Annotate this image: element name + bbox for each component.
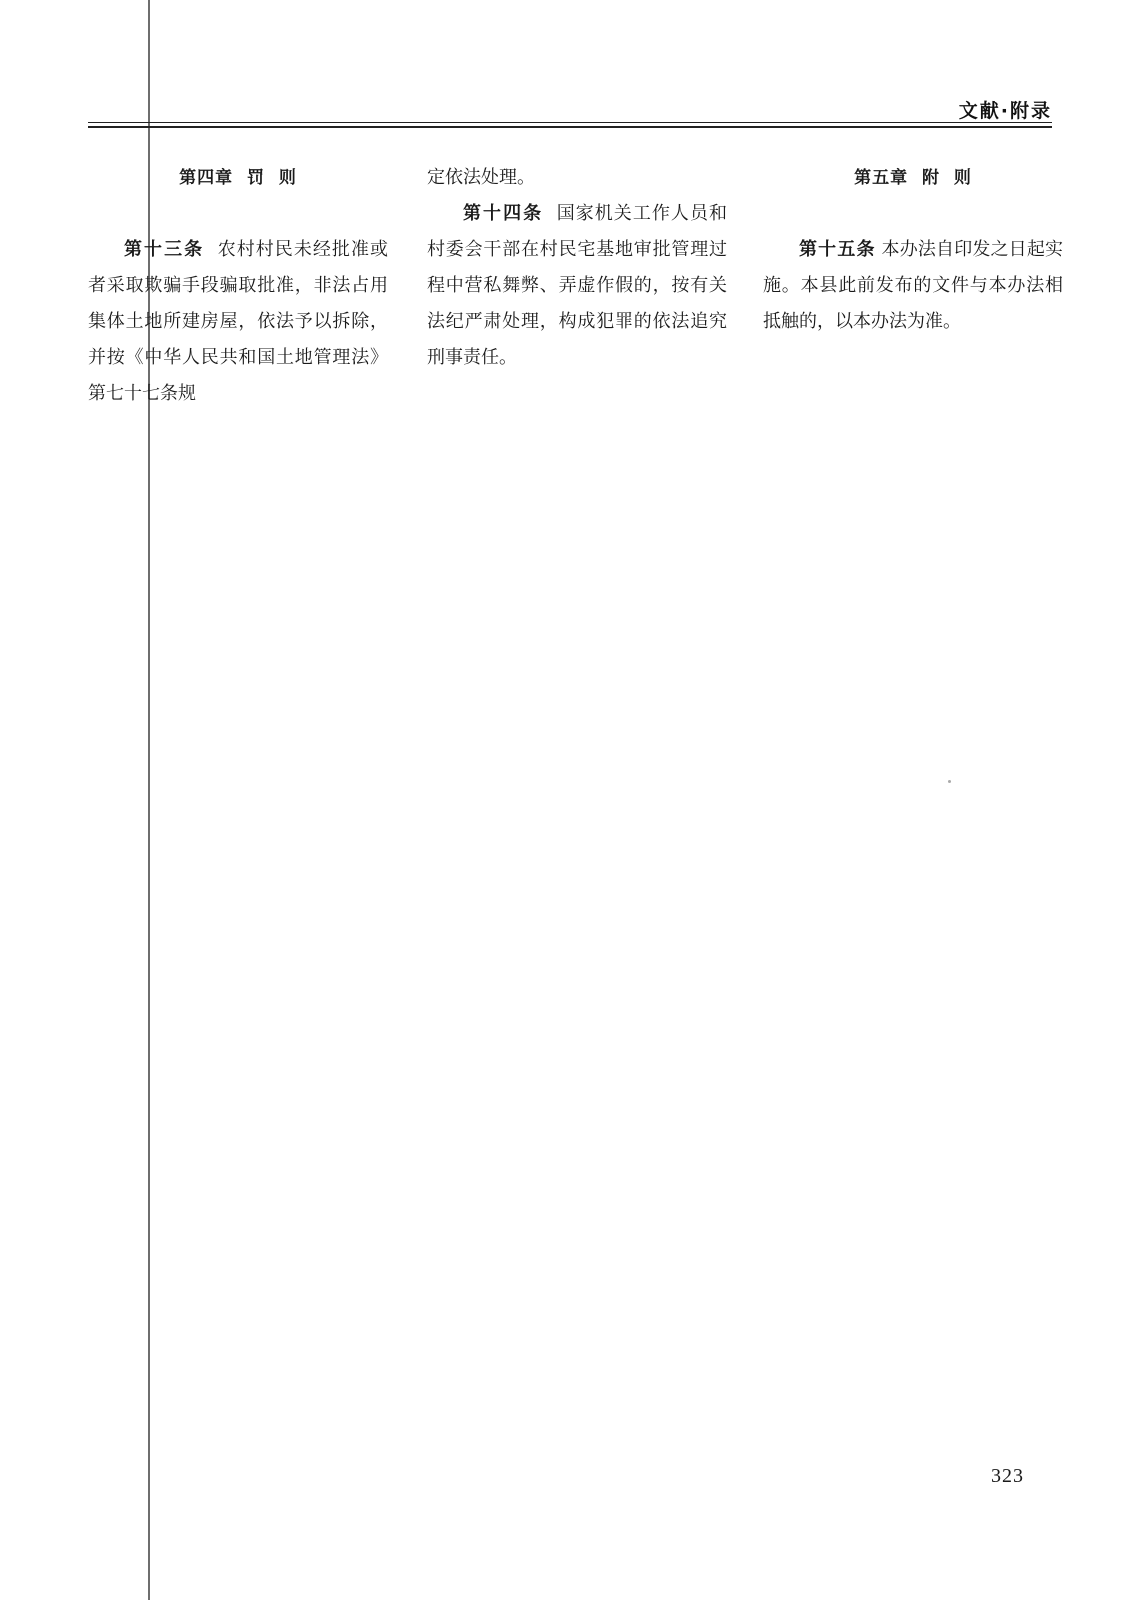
page-number: 323: [991, 1465, 1024, 1487]
article-13-text: 农村村民未经批准或者采取欺骗手段骗取批准，非法占用集体土地所建房屋，依法予以拆除，并按《中华人民共和国土地管理法》第七十七条规: [88, 239, 388, 404]
article-14: [427, 196, 727, 376]
column-1: [88, 160, 388, 412]
article-13-continuation: 定依法处理。: [427, 167, 535, 188]
scan-speck: [948, 780, 951, 783]
article-15: [763, 232, 1063, 340]
spacer: [763, 196, 1063, 232]
chapter-5-heading: 第五章 附 则: [854, 168, 972, 188]
running-head: 文献·附录: [958, 100, 1052, 122]
article-13-label: 第十三条: [124, 239, 205, 260]
chapter-4-heading: 第四章 罚 则: [179, 168, 297, 188]
article-15-text: 本办法自印发之日起实施。本县此前发布的文件与本办法相抵触的，以本办法为准。: [763, 239, 1064, 332]
spacer: [88, 196, 388, 232]
column-3: [763, 160, 1063, 340]
header-rule: [88, 122, 1052, 123]
article-14-label: 第十四条: [463, 203, 544, 224]
header-rule-thick: [88, 126, 1052, 128]
article-15-label: 第十五条: [799, 239, 876, 260]
column-2: [427, 160, 727, 376]
article-14-text: 国家机关工作人员和村委会干部在村民宅基地审批管理过程中营私舞弊、弄虚作假的，按有关法纪严肃处理，构成犯罪的依法追究刑事责任。: [427, 203, 727, 368]
article-13: [88, 232, 388, 412]
